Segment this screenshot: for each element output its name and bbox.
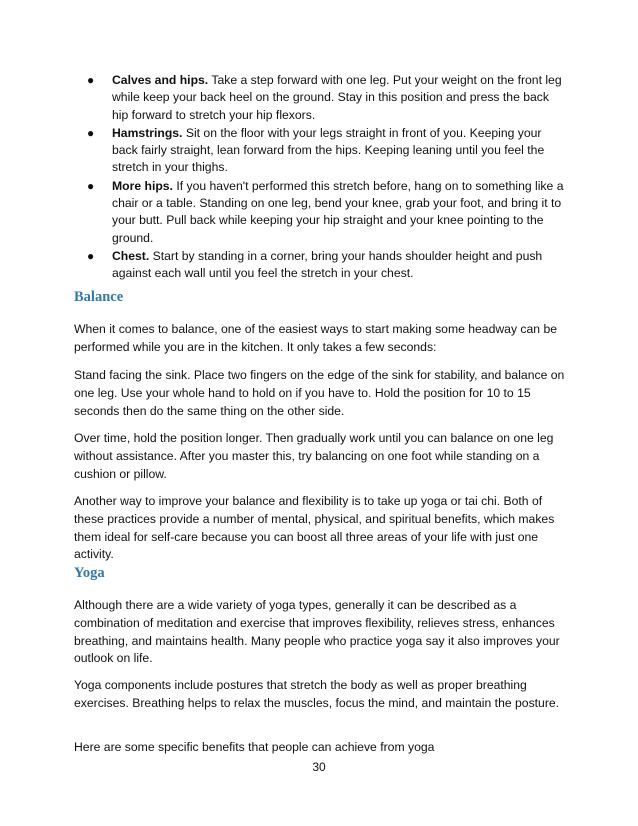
balance-heading: Balance — [74, 289, 124, 305]
list-item — [87, 72, 567, 124]
bullet-term: More hips. — [112, 178, 173, 193]
page-number: 30 — [312, 760, 326, 774]
bullet-icon: ● — [87, 125, 95, 140]
bullet-icon: ● — [87, 178, 95, 193]
yoga-paragraph-3: Here are some specific benefits that people can achieve from yoga — [74, 740, 435, 754]
yoga-paragraph-1: Although there are a wide variety of yoga types, generally it can be described as a combination of meditation and exercise that improves flexibility, relieves stress, enhances breathing, and maintains health. Many people who practice yoga say it also improves your outlook on life. — [74, 598, 560, 666]
bullet-icon: ● — [87, 248, 95, 263]
balance-paragraph-1: When it comes to balance, one of the easiest ways to start making some headway can be performed while you are in the kitchen. It only takes a few seconds: — [74, 322, 558, 354]
list-item — [87, 178, 567, 247]
stretch-list — [87, 72, 567, 284]
bullet-term: Chest. — [112, 248, 150, 263]
yoga-heading: Yoga — [74, 565, 105, 581]
bullet-term: Calves and hips. — [112, 73, 209, 87]
bullet-text: Start by standing in a corner, bring your hands shoulder height and push against each wall until you feel the stretch in your chest. — [112, 248, 543, 281]
bullet-text: If you haven't performed this stretch before, hang on to something like a chair or a table. Standing on one leg, bend your knee, grab your foot, and bring it to your butt. Pull back while keeping your hip straight and your knee pointing to the ground. — [112, 178, 564, 245]
balance-paragraph-2: Stand facing the sink. Place two fingers on the edge of the sink for stability, and balance on one leg. Use your whole hand to hold on if you have to. Hold the position for 10 to 15 seconds then do the same thing on the other side. — [74, 368, 565, 418]
bullet-icon: ● — [87, 73, 95, 87]
bullet-text: Sit on the floor with your legs straight in front of you. Keeping your back fairly straight, lean forward from the hips. Keeping leaning until you feel the stretch in your thighs. — [112, 125, 545, 175]
yoga-paragraph-2: Yoga components include postures that stretch the body as well as proper breathing exercises. Breathing helps to relax the muscles, focus the mind, and maintain the posture. — [74, 678, 560, 710]
balance-paragraph-4: Another way to improve your balance and flexibility is to take up yoga or tai chi. Both of these practices provide a number of mental, physical, and spiritual benefits, which makes them ideal for self-care because you can boost all three areas of your life with just one activity. — [74, 494, 555, 562]
balance-paragraph-3: Over time, hold the position longer. Then gradually work until you can balance on one leg without assistance. After you master this, try balancing on one foot while standing on a cushion or pillow. — [74, 431, 554, 481]
bullet-text: Take a step forward with one leg. Put your weight on the front leg while keep your back heel on the ground. Stay in this position and press the back hip forward to stretch your hip flexors. — [112, 73, 562, 122]
bullet-term: Hamstrings. — [112, 125, 183, 140]
list-item — [87, 248, 567, 283]
list-item — [87, 125, 567, 177]
